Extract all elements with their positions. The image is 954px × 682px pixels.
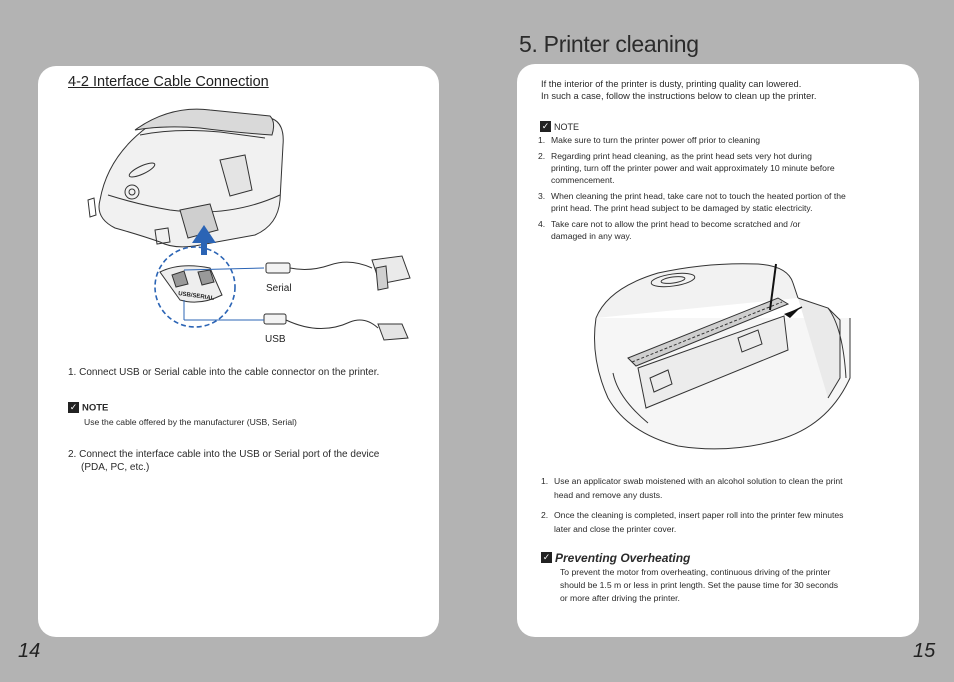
overheat-header [541, 549, 690, 567]
usb-cable-illustration [264, 314, 408, 340]
printer-illustration [88, 109, 283, 247]
cable-connection-diagram [80, 100, 420, 350]
step-number: 1. [541, 476, 549, 486]
port-label: USB/SERIAL [177, 291, 215, 303]
intro-line-2: In such a case, follow the instructions below to clean up the printer. [541, 91, 817, 101]
step-item [541, 474, 901, 502]
section-heading: 4-2 Interface Cable Connection [68, 74, 269, 90]
checkmark-icon: ✓ [69, 402, 78, 413]
serial-label: Serial [266, 283, 292, 294]
intro-line-1: If the interior of the printer is dusty, printing quality can lowered. [541, 79, 802, 89]
note-number: 3. [538, 191, 546, 201]
overheat-line: or more after driving the printer. [560, 593, 680, 603]
page-number: 15 [913, 640, 936, 662]
note-line: printing, turn off the printer power and wait approximately 10 minute before [551, 163, 835, 173]
step-line: Use an applicator swab moistened with an alcohol solution to clean the print [554, 476, 843, 486]
note-line: commencement. [551, 175, 615, 185]
step-line: head and remove any dusts. [554, 490, 663, 500]
note-number: 2. [538, 151, 546, 161]
note-line: damaged in any way. [551, 231, 632, 241]
cleaning-steps-list [541, 474, 901, 542]
page-number: 14 [18, 640, 41, 662]
checkmark-icon: ✓ [541, 121, 550, 132]
note-text: Use the cable offered by the manufacturer (USB, Serial) [84, 417, 297, 427]
note-number: 1. [538, 135, 546, 145]
arrow-icon [784, 307, 802, 318]
step-2-text-cont: (PDA, PC, etc.) [81, 462, 150, 473]
page-title: 5. Printer cleaning [519, 31, 699, 57]
step-number: 2. [541, 510, 549, 520]
printer-open-illustration [588, 258, 868, 458]
step-1-text: 1. Connect USB or Serial cable into the cable connector on the printer. [68, 367, 380, 378]
note-item [538, 134, 908, 146]
note-item [538, 190, 908, 214]
note-line: Regarding print head cleaning, as the print head sets very hot during [551, 151, 812, 161]
usb-label: USB [265, 334, 286, 345]
step-item [541, 508, 901, 536]
note-line: print head. The print head subject to be damaged by static electricity. [551, 203, 813, 213]
checkmark-icon: ✓ [542, 552, 551, 563]
note-line: Take care not to allow the print head to become scratched and /or [551, 219, 801, 229]
note-item [538, 150, 908, 186]
step-line: later and close the printer cover. [554, 524, 677, 534]
note-header: ✓ NOTE [541, 121, 580, 132]
note-item [538, 218, 908, 242]
overheat-line: should be 1.5 m or less in print length. Set the pause time for 30 seconds [560, 580, 839, 590]
step-line: Once the cleaning is completed, insert paper roll into the printer few minutes [554, 510, 844, 520]
step-2-text: 2. Connect the interface cable into the USB or Serial port of the device [68, 449, 380, 460]
note-line: When cleaning the print head, take care not to touch the heated portion of the [551, 191, 846, 201]
cleaning-notes-list [538, 134, 908, 246]
overheat-text [560, 566, 900, 605]
overheat-line: To prevent the motor from overheating, continuous driving of the printer [560, 567, 831, 577]
note-line: Make sure to turn the printer power off prior to cleaning [551, 135, 761, 145]
note-header: ✓ NOTE [69, 402, 109, 414]
note-number: 4. [538, 219, 546, 229]
overheat-title: Preventing Overheating [555, 550, 691, 565]
